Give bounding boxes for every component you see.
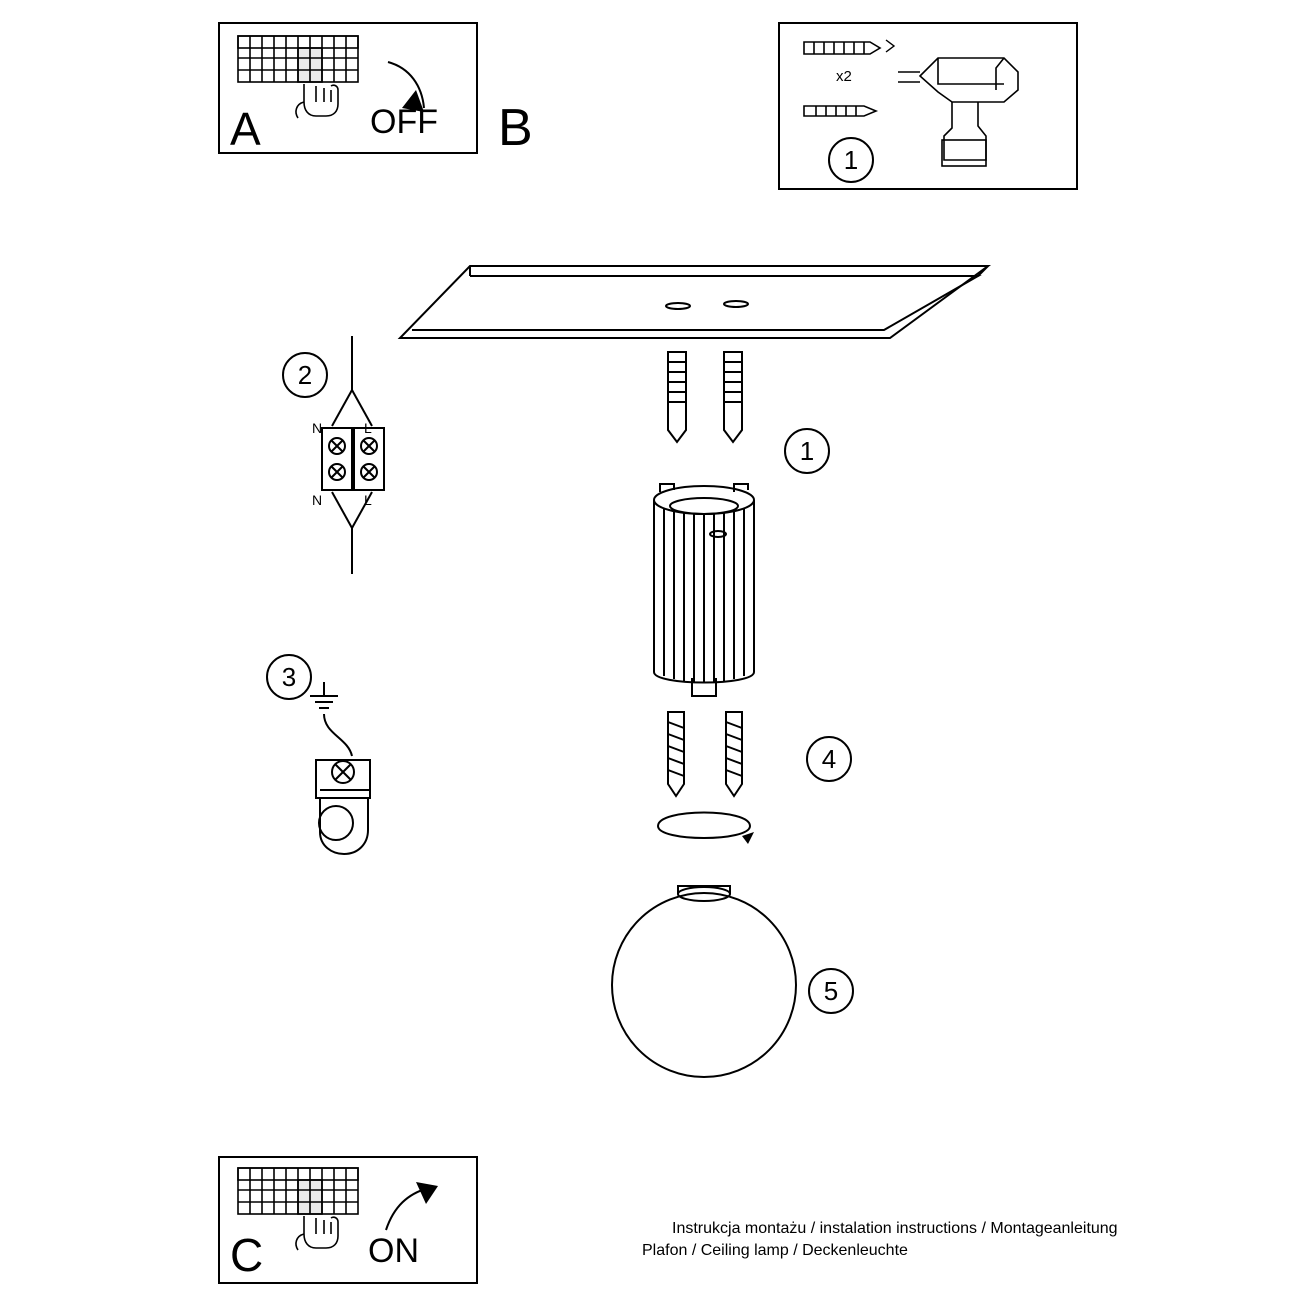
step-1-marker: 1 (784, 428, 830, 474)
step-5-marker: 5 (808, 968, 854, 1014)
panel-b-letter: B (498, 99, 533, 157)
step-2-marker: 2 (282, 352, 328, 398)
ceiling-anchor-screws (668, 352, 742, 442)
terminal-label-l-bottom: L (364, 492, 372, 508)
terminal-label-n-top: N (312, 420, 323, 436)
glass-globe-shade (612, 886, 796, 1077)
power-drill-icon (898, 58, 1018, 166)
panel-tools (778, 22, 1078, 190)
ceiling-plate (400, 266, 988, 338)
panel-c-label: ON (368, 1232, 419, 1270)
wall-plug-icon (804, 42, 880, 54)
twist-lock-ring (658, 813, 754, 845)
tools-illustration (780, 24, 1076, 188)
terminal-label-n-bottom: N (312, 492, 323, 508)
panel-a-label: OFF (370, 103, 438, 141)
footer-line-1: Instrukcja montażu / instalation instructions / Montageanleitung (672, 1220, 1118, 1237)
tools-step-number: 1 (828, 137, 874, 183)
lamp-housing (654, 484, 754, 696)
terminal-block-wiring-diagram (300, 330, 420, 580)
terminal-label-l-top: L (364, 420, 372, 436)
panel-a-letter: A (230, 103, 261, 155)
step-4-marker: 4 (806, 736, 852, 782)
earth-connection-diagram (296, 660, 416, 860)
footer-line-2: Plafon / Ceiling lamp / Deckenleuchte (642, 1242, 908, 1259)
step-3-marker: 3 (266, 654, 312, 700)
panel-c-letter: C (230, 1229, 264, 1281)
housing-fixing-screws (668, 712, 742, 796)
screw-icon (804, 106, 876, 116)
tools-quantity: x2 (836, 68, 852, 85)
